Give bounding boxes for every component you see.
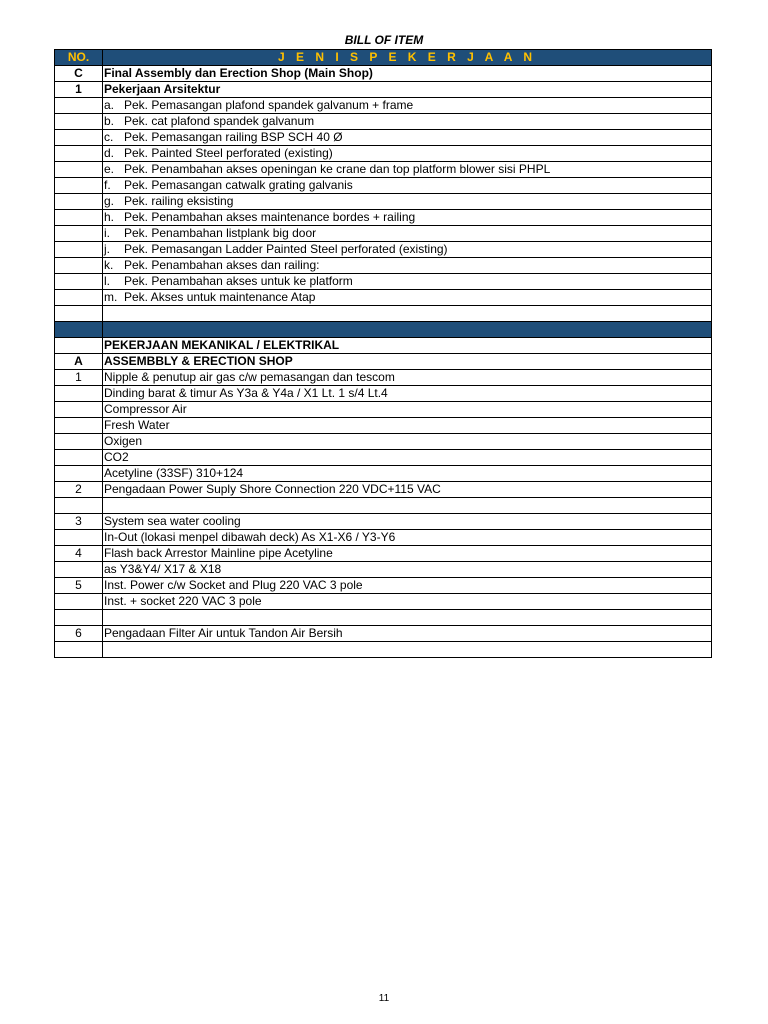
- table-row: [55, 418, 712, 434]
- row-description: [103, 98, 712, 114]
- table-row: [55, 290, 712, 306]
- item-letter: d.: [104, 146, 115, 160]
- row-description: [103, 210, 712, 226]
- table-row: [55, 258, 712, 274]
- table-row: [55, 194, 712, 210]
- row-description: PEKERJAAN MEKANIKAL / ELEKTRIKAL: [103, 338, 712, 354]
- row-number: 1: [55, 370, 103, 386]
- row-number: 1: [55, 82, 103, 98]
- row-number: [55, 290, 103, 306]
- row-number: 6: [55, 626, 103, 642]
- table-row: [55, 626, 712, 642]
- item-letter: a.: [104, 98, 115, 112]
- row-description: Compressor Air: [103, 402, 712, 418]
- row-description: [103, 130, 712, 146]
- item-text: Pek. cat plafond spandek galvanum: [124, 114, 315, 128]
- item-text: Pek. Pemasangan railing BSP SCH 40 Ø: [124, 130, 343, 144]
- row-number: [55, 274, 103, 290]
- column-header-no: NO.: [55, 50, 103, 66]
- item-text: Pek. Penambahan akses maintenance bordes + railing: [124, 210, 416, 224]
- row-description: [103, 242, 712, 258]
- table-row: [55, 178, 712, 194]
- row-description: Dinding barat & timur As Y3a & Y4a / X1 Lt. 1 s/4 Lt.4: [103, 386, 712, 402]
- bill-of-item-table: [54, 49, 712, 658]
- table-row: [55, 402, 712, 418]
- row-number: [55, 210, 103, 226]
- row-number: 3: [55, 514, 103, 530]
- item-letter: g.: [104, 194, 115, 208]
- item-text: Pek. Penambahan akses dan railing:: [124, 258, 320, 272]
- row-number: 5: [55, 578, 103, 594]
- row-description: [103, 226, 712, 242]
- table-row: [55, 482, 712, 498]
- row-number: [55, 530, 103, 546]
- row-number: [55, 226, 103, 242]
- row-description: [103, 290, 712, 306]
- item-letter: b.: [104, 114, 115, 128]
- item-text: Pek. Pemasangan Ladder Painted Steel perforated (existing): [124, 242, 448, 256]
- row-description: Nipple & penutup air gas c/w pemasangan dan tescom: [103, 370, 712, 386]
- item-letter: l.: [104, 274, 110, 288]
- item-text: Pek. Akses untuk maintenance Atap: [124, 290, 316, 304]
- row-number: [55, 562, 103, 578]
- item-text: Pek. railing eksisting: [124, 194, 234, 208]
- table-row: [55, 162, 712, 178]
- row-number: [55, 610, 103, 626]
- table-row: [55, 578, 712, 594]
- document-title: BILL OF ITEM: [344, 33, 424, 47]
- row-description: ASSEMBBLY & ERECTION SHOP: [103, 354, 712, 370]
- table-row: [55, 130, 712, 146]
- item-text: Pek. Painted Steel perforated (existing): [124, 146, 333, 160]
- item-letter: h.: [104, 210, 115, 224]
- table-row: [55, 466, 712, 482]
- item-text: Pek. Penambahan akses untuk ke platform: [124, 274, 353, 288]
- row-number: [55, 194, 103, 210]
- row-number: [55, 258, 103, 274]
- item-text: Pek. Penambahan akses openingan ke crane dan top platform blower sisi PHPL: [124, 162, 551, 176]
- row-description: Oxigen: [103, 434, 712, 450]
- table-row: [55, 274, 712, 290]
- row-description: [103, 162, 712, 178]
- table-row: [55, 370, 712, 386]
- table-row: [55, 210, 712, 226]
- row-number: [55, 306, 103, 322]
- row-description: as Y3&Y4/ X17 & X18: [103, 562, 712, 578]
- row-description: [103, 274, 712, 290]
- table-row: [55, 450, 712, 466]
- row-description: CO2: [103, 450, 712, 466]
- row-number: [55, 642, 103, 658]
- band-cell: [103, 322, 712, 338]
- row-number: A: [55, 354, 103, 370]
- table-row: [55, 562, 712, 578]
- table-row: [55, 114, 712, 130]
- row-description: [103, 114, 712, 130]
- row-description: Acetyline (33SF) 310+124: [103, 466, 712, 482]
- row-number: [55, 498, 103, 514]
- row-description: In-Out (lokasi menpel dibawah deck) As X1-X6 / Y3-Y6: [103, 530, 712, 546]
- table-row: [55, 242, 712, 258]
- row-description: System sea water cooling: [103, 514, 712, 530]
- table-row: [55, 530, 712, 546]
- item-letter: f.: [104, 178, 111, 192]
- row-description: Inst. + socket 220 VAC 3 pole: [103, 594, 712, 610]
- item-letter: c.: [104, 130, 114, 144]
- table-row: [55, 610, 712, 626]
- row-number: [55, 594, 103, 610]
- row-description: [103, 610, 712, 626]
- row-description: [103, 178, 712, 194]
- table-row: [55, 98, 712, 114]
- table-row: [55, 498, 712, 514]
- item-letter: i.: [104, 226, 110, 240]
- table-row: [55, 434, 712, 450]
- row-description: Flash back Arrestor Mainline pipe Acetyline: [103, 546, 712, 562]
- row-description: Pengadaan Filter Air untuk Tandon Air Bersih: [103, 626, 712, 642]
- row-description: [103, 306, 712, 322]
- row-description: [103, 146, 712, 162]
- table-row: [55, 642, 712, 658]
- row-description: Pengadaan Power Suply Shore Connection 220 VDC+115 VAC: [103, 482, 712, 498]
- table-row: [55, 306, 712, 322]
- row-number: [55, 402, 103, 418]
- table-row: [55, 146, 712, 162]
- row-number: [55, 434, 103, 450]
- row-number: [55, 450, 103, 466]
- row-number: [55, 114, 103, 130]
- table-row: [55, 546, 712, 562]
- table-row: [55, 82, 712, 98]
- row-number: [55, 98, 103, 114]
- item-letter: k.: [104, 258, 114, 272]
- row-number: [55, 466, 103, 482]
- band-cell: [55, 322, 103, 338]
- item-text: Pek. Pemasangan catwalk grating galvanis: [124, 178, 353, 192]
- row-number: 4: [55, 546, 103, 562]
- row-description: [103, 498, 712, 514]
- row-description: Pekerjaan Arsitektur: [103, 82, 712, 98]
- table-row: [55, 66, 712, 82]
- row-number: [55, 418, 103, 434]
- column-header-jenis-pekerjaan: J E N I S P E K E R J A A N: [103, 50, 712, 66]
- row-number: 2: [55, 482, 103, 498]
- item-letter: j.: [104, 242, 110, 256]
- item-text: Pek. Penambahan listplank big door: [124, 226, 317, 240]
- table-row: [55, 514, 712, 530]
- table-row: [55, 338, 712, 354]
- table-header-row: [55, 50, 712, 66]
- table-row: [55, 594, 712, 610]
- section-band-row: [55, 322, 712, 338]
- table-row: [55, 354, 712, 370]
- row-number: [55, 178, 103, 194]
- row-number: C: [55, 66, 103, 82]
- row-number: [55, 386, 103, 402]
- row-number: [55, 242, 103, 258]
- row-description: Final Assembly dan Erection Shop (Main Shop): [103, 66, 712, 82]
- page-number: 11: [378, 993, 390, 1004]
- row-description: [103, 642, 712, 658]
- row-description: Inst. Power c/w Socket and Plug 220 VAC 3 pole: [103, 578, 712, 594]
- row-description: [103, 194, 712, 210]
- row-number: [55, 130, 103, 146]
- row-number: [55, 162, 103, 178]
- table-body: [55, 66, 712, 658]
- item-letter: e.: [104, 162, 115, 176]
- item-letter: m.: [104, 290, 118, 304]
- row-number: [55, 338, 103, 354]
- item-text: Pek. Pemasangan plafond spandek galvanum + frame: [124, 98, 414, 112]
- row-description: [103, 258, 712, 274]
- table-row: [55, 386, 712, 402]
- row-number: [55, 146, 103, 162]
- table-row: [55, 226, 712, 242]
- row-description: Fresh Water: [103, 418, 712, 434]
